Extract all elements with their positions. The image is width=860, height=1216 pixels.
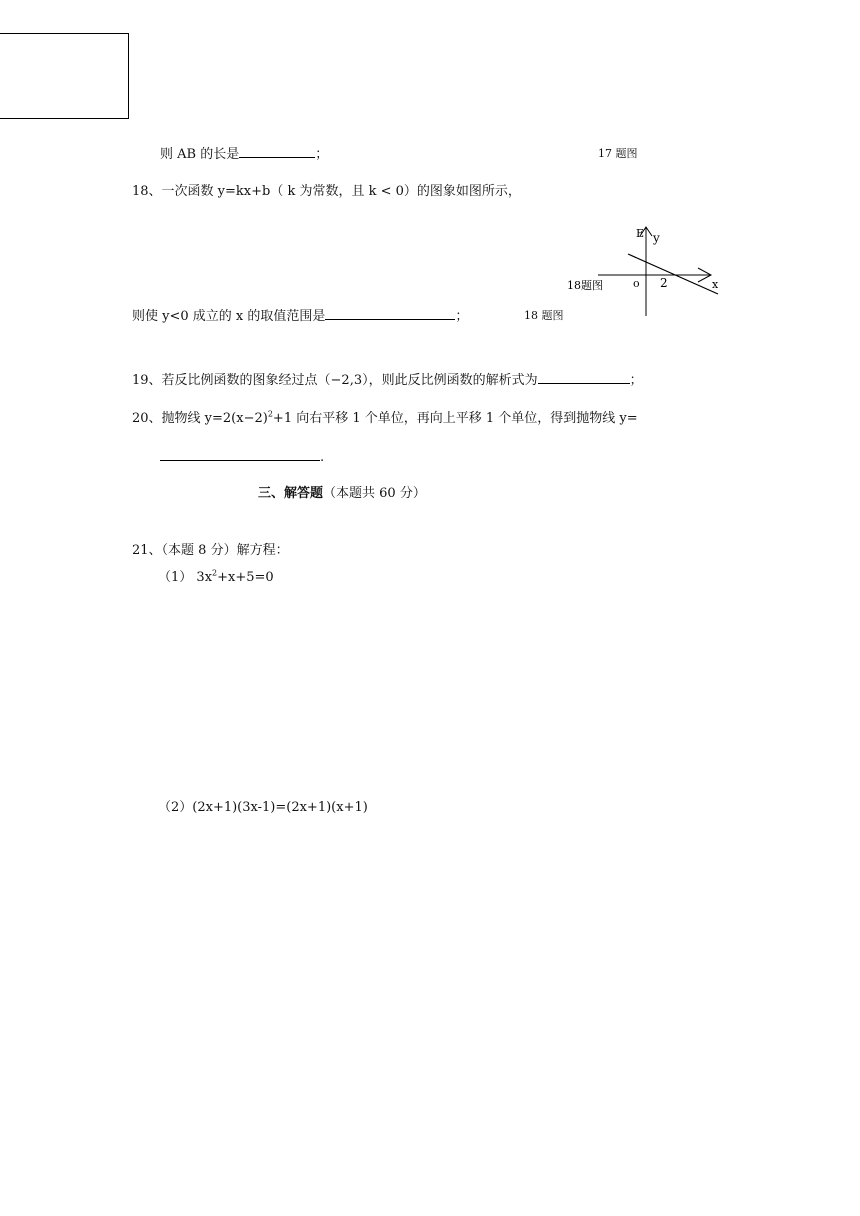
q20-line — [132, 407, 638, 426]
q18-y-label: y — [653, 231, 660, 245]
corner-frame — [0, 33, 129, 119]
q21-part1-eq-a: 3x — [196, 570, 213, 585]
q21-heading: 21、（本题 8 分）解方程： — [132, 543, 289, 558]
q21-part1-label: （1） — [158, 570, 193, 585]
q21-part2: （2）(2x+1)(3x-1)=(2x+1)(x+1) — [158, 800, 368, 815]
q18-intercept-label: 2 — [660, 276, 668, 290]
q20-text-a: 20、抛物线 y=2(x−2) — [132, 411, 268, 426]
q20-period: . — [320, 450, 325, 465]
q18-answer-blank[interactable] — [325, 305, 455, 320]
q18-graph-label: 18题图 — [567, 279, 603, 292]
q17-punct: ； — [315, 147, 329, 162]
q17-line — [160, 143, 328, 162]
q19-answer-blank[interactable] — [538, 369, 630, 384]
section3-title — [258, 482, 426, 501]
q18-statement: 18、一次函数 y=kx+b（ k 为常数，且 k < 0）的图象如图所示， — [132, 184, 521, 199]
q18-origin-label: o — [633, 277, 640, 290]
q20-exponent: 2 — [267, 409, 273, 419]
section3-title-bold: 三、解答题 — [258, 486, 324, 501]
q18-graph — [560, 222, 730, 322]
section3-title-rest: （本题共 60 分） — [323, 486, 426, 501]
q18-x-label: x — [712, 278, 719, 291]
q18-punct: ； — [455, 309, 469, 324]
q17-answer-blank[interactable] — [239, 143, 315, 158]
q17-text: 则 AB 的长是 — [160, 147, 240, 162]
q18-question-text: 则使 y<0 成立的 x 的取值范围是 — [132, 309, 326, 324]
q20-text-b: +1 向右平移 1 个单位，再向上平移 1 个单位，得到抛物线 y= — [272, 411, 638, 426]
q18-question-line — [132, 305, 468, 324]
q19-punct: ； — [629, 373, 643, 388]
q18-function-line — [628, 254, 718, 294]
q17-figure-caption: 17 题图 — [598, 147, 638, 160]
q19-text: 19、若反比例函数的图象经过点（−2,3），则此反比例函数的解析式为 — [132, 373, 538, 388]
q19-line — [132, 369, 643, 388]
q21-part1-exponent: 2 — [212, 568, 218, 578]
q21-part1 — [158, 566, 274, 585]
q18-figure-caption: 18 题图 — [524, 309, 564, 322]
q20-answer-line — [160, 446, 324, 465]
q18-y-top-label: E — [636, 227, 645, 240]
q20-answer-blank[interactable] — [160, 446, 320, 461]
q21-part1-eq-b: +x+5=0 — [217, 570, 274, 585]
